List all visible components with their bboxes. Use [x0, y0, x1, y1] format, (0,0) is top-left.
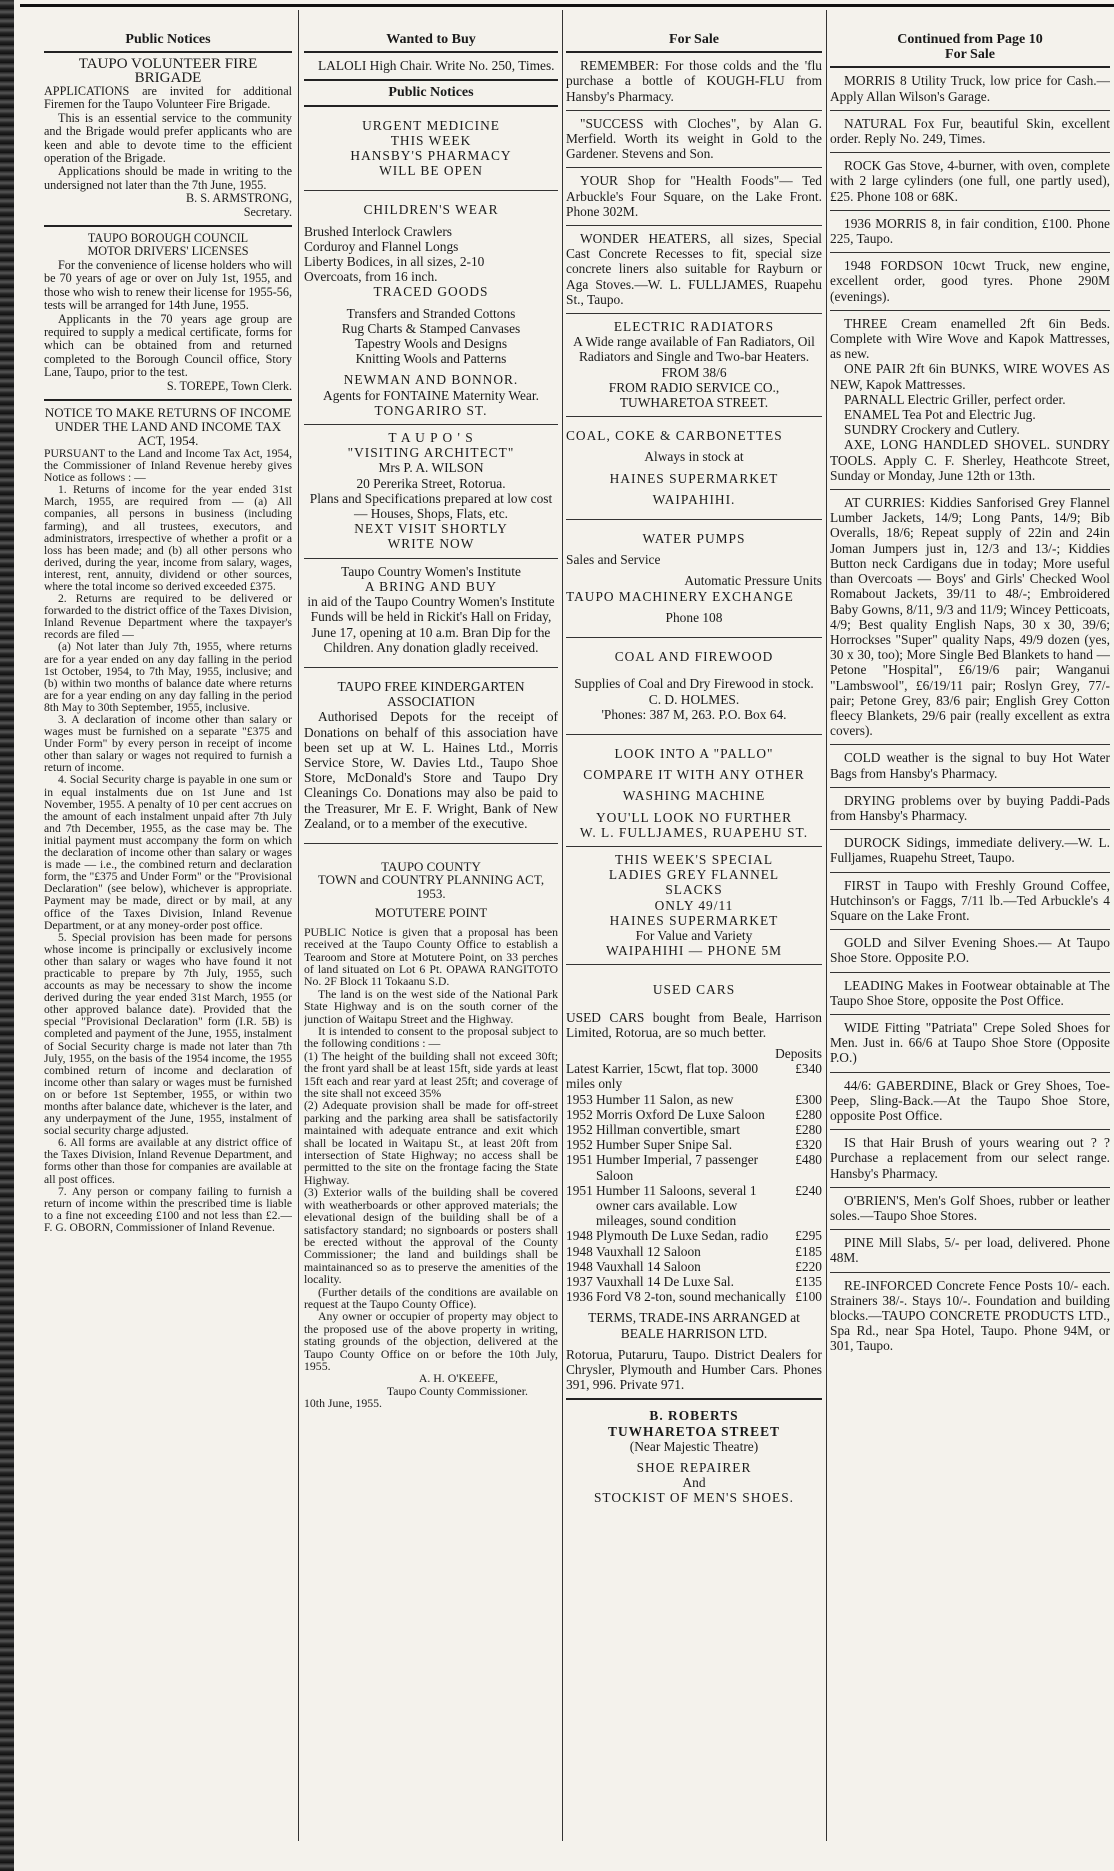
car-price: £185 [795, 1243, 822, 1259]
ad-line: SLACKS [665, 882, 723, 898]
column-heading: Public Notices [44, 12, 292, 53]
ad-text: 1936 MORRIS 8, in fair condition, £100. Phone 225, Taupo. [830, 215, 1110, 247]
ad-line: (Near Majestic Theatre) [629, 1438, 759, 1454]
ad-line: Phone 108 [665, 609, 723, 625]
ad-line: TUWHARETOA STREET. [619, 395, 769, 411]
car-listing [566, 1244, 822, 1259]
ad-line: LADIES GREY FLANNEL [608, 867, 780, 883]
notice-title: TAUPO VOLUNTEER FIRE BRIGADE [78, 56, 258, 86]
ad-line: Knitting Wools and Patterns [355, 351, 507, 367]
car-listing [566, 1122, 822, 1137]
ad-text: WONDER HEATERS, all sizes, Special Cast Concrete Recesses to fit, special size concrete liners also suitable for Rayburn or Aga Stoves.—W. L. FULLJAMES, Ruapehu St., Taupo. [566, 231, 822, 307]
ad-line: TERMS, TRADE-INS ARRANGED at BEALE HARRISON LTD. [588, 1310, 800, 1341]
notice-paragraph: 2. Returns are required to be delivered or forwarded to the district office of the Taxes Division, Inland Revenue Department where the taxpayer's records are filed — [44, 592, 292, 642]
ad-line: FROM 38/6 [661, 364, 727, 380]
notice-paragraph: 5. Special provision has been made for persons whose income is principally or exclusively income other than salary or wages who have found it not practicable to prepare by 7th July, 1955, such accounts as may be necessary to show the income derived during the year ended 31st March, 1955 (or other approved balance date). Provided that the special "Provisional Declaration" form (I.R. 5B) is completed and payment of the June, 1955, instalment of Social Security charge is made not later than 7th July, 1955, on the basis of the 1954 income, the 1955 combined return of income and declaration of income other than salary or wages must be furnished on or before 1st September, 1955, or within two months after balance date, whichever is the later, and any underpayment of the June, 1955, instalment of social security charge adjusted. [44, 930, 292, 1138]
ad-line: Supplies of Coal and Dry Firewood in stock. [574, 676, 814, 692]
ad-text: 44/6: GABERDINE, Black or Grey Shoes, Toe-Peep, Sling-Back.—At the Taupo Shoe Store, opposite Post Office. [830, 1077, 1110, 1123]
ad-text: PINE Mill Slabs, 5/- per load, delivered. Phone 48M. [830, 1235, 1110, 1266]
car-name: Plymouth De Luxe Sedan, radio [596, 1228, 769, 1244]
car-year: 1936 [566, 1289, 593, 1305]
column-for-sale-continued [830, 12, 1110, 1867]
ad-text: "SUCCESS with Cloches", by Alan G. Merfield. Worth its weight in Gold to the Gardener. Stevens and Son. [566, 115, 822, 162]
ad-text: AT CURRIES: Kiddies Sanforised Grey Flannel Lumber Jackets, 14/9; Long Pants, 14/9; Bib Overalls, 18/6; Repeat supply of 22in and 24in Joman Jumpers just in, 12/3 and 13/-; Kiddies Button neck Cardigans due in today; More useful than Overcoats — Boys' and Girls' Checked Wool Romabout Jackets, 39/11 to 48/-; Embroidered Baby Gowns, 8/11, 9/3 and 11/9; Wincey Petticoats, 4/9; Best quality English Naps, 30 x 30, 39/6; Horrockses "Super" quality Naps, 49/9 dozen (yes, 30 x 30, too); More Single Bed Blankets to hand — Petone "Hospital", £6/19/6 pair; Wanganui "Lambswool", £6/19/11 pair; Roslyn Grey, 77/- pair; Petone Grey, 83/6 pair; English Grey Cotton fleecy Blankets, 29/6 pair (really excellent as extra covers). [830, 495, 1110, 739]
car-price: £280 [795, 1106, 822, 1122]
notice-date: 10th June, 1955. [304, 1396, 382, 1411]
car-price: £100 [795, 1289, 822, 1305]
ad-line: Plans and Specifications prepared at low cost — Houses, Shops, Flats, etc. [309, 490, 553, 522]
classified-ad [830, 973, 1110, 1015]
classified-ad [830, 830, 1110, 872]
car-name: Vauxhall 12 Saloon [596, 1243, 701, 1259]
notice-line: THIS WEEK [390, 132, 472, 148]
ad-text: ONE PAIR 2ft 6in BUNKS, WIRE WOVES AS NEW, Kapok Mattresses. [830, 361, 1110, 392]
car-price: £340 [795, 1061, 822, 1077]
ad-line: Tapestry Wools and Designs [354, 336, 508, 352]
car-year: 1951 [566, 1152, 593, 1168]
car-price: £295 [795, 1228, 822, 1244]
classified-ad [566, 226, 822, 314]
notice-paragraph: Applicants in the 70 years age group are required to supply a medical certificate, forms for which can be obtained from and returned completed to the Borough Council office, Story Lane, Taupo, prior to the test. [44, 311, 292, 380]
ad-line: WAIPAHIHI. [652, 491, 736, 507]
ad-line: Brushed Interlock Crawlers [304, 223, 452, 239]
classified-ad [566, 111, 822, 169]
ad-line: W. L. FULLJAMES, RUAPEHU ST. [579, 824, 809, 840]
car-year: 1953 [566, 1091, 593, 1107]
ad-title: A BRING AND BUY [364, 578, 498, 594]
ad-line: Liberty Bodices, in all sizes, 2-10 [304, 254, 485, 270]
notice-paragraph: The land is on the west side of the National Park State Highway and is on the south corner of the junction of Waitapu Street and the Highway. [304, 986, 558, 1026]
ad-text: DUROCK Sidings, immediate delivery.—W. L. Fulljames, Ruapehu Street, Taupo. [830, 835, 1110, 866]
ad-line: And [682, 1475, 706, 1491]
notice-paragraph: Applications should be made in writing to the undersigned not later than the 7th June, 1955. [44, 164, 292, 192]
notice-paragraph: Authorised Depots for the receipt of Donations on behalf of this association have been set up at W. L. Haines Ltd., Morris Service Store, W. Davies Ltd., Taupo Shoe Store, McDonald's Store and Taupo Dry Cleanings Co. Donations may also be paid to the Treasurer, Mr E. F. Wright, Bank of New Zealand, or to a member of the executive. [304, 709, 558, 831]
car-price: £220 [795, 1258, 822, 1274]
notice-title: TAUPO BOROUGH COUNCIL [87, 231, 249, 246]
notice-title: TOWN and COUNTRY PLANNING ACT, 1953. [317, 872, 545, 902]
notice-paragraph: 4. Social Security charge is payable in one sum or in equal instalments due on 1st June and 1st November, 1955. A penalty of 10 per cent accrues on the amount of each instalment unpaid after 7th July and 7th December, 1955, as the case may be. The initial payment must accompany the form on which the declaration of income other than salary or wages is made — i.e., the combined return and declaration form, the "£375 and Under Form" or the "Provisional Declaration" (see below), whichever is appropriate. Payment may be made, direct or by mail, at any office of the Taxes Division, Inland Revenue Department, or at any money-order post office. [44, 773, 292, 932]
ad-title: WATER PUMPS [642, 531, 746, 547]
ad-line: C. D. HOLMES. [648, 691, 740, 707]
ad-text: 1948 FORDSON 10cwt Truck, new engine, excellent order, good tyres. Phone 290M (evenings). [830, 258, 1110, 304]
signature: A. H. O'KEEFE, [418, 1371, 498, 1386]
car-price: £320 [795, 1137, 822, 1153]
classified-ad [566, 168, 822, 226]
column-wanted-notices [304, 12, 558, 1867]
firm-name: NEWMAN AND BONNOR. [343, 372, 519, 388]
classified-ad [830, 1273, 1110, 1360]
coal-ad [566, 417, 822, 520]
ad-text: COLD weather is the signal to buy Hot Water Bags from Hansby's Pharmacy. [830, 750, 1110, 781]
notice-paragraph: (a) Not later than July 7th, 1955, where returns are for a year ended on any day falling in the period 1st October, 1954, to 7th May, 1955, inclusive; and (b) within two months of balance date where returns are for a year ending on any day falling in the period 8th May to 30th September, 1955, inclusive. [44, 640, 292, 714]
car-list [566, 1061, 822, 1304]
classified-ad [830, 153, 1110, 211]
ad-line: T A U P O ' S [388, 430, 474, 446]
signature: S. TOREPE, Town Clerk. [166, 378, 292, 393]
ad-text: ENAMEL Tea Pot and Electric Jug. [844, 407, 1036, 423]
car-listing [566, 1107, 822, 1122]
classified-ad [830, 930, 1110, 972]
ad-text: in aid of the Taupo Country Women's Institute Funds will be held in Rickit's Hall on Friday, June 17, opening at 10 a.m. Bran Dip for the Children. Any donation gladly received. [307, 594, 555, 655]
car-listing [566, 1061, 822, 1091]
ad-line: 20 Pererika Street, Rotorua. [356, 475, 506, 491]
notice-title: TAUPO COUNTY [381, 858, 481, 874]
household-sale-ad [830, 311, 1110, 490]
radiators-ad [566, 314, 822, 417]
notice-paragraph: For the convenience of license holders who will be 70 years of age or over on July 1st, 1955, and those who wish to renew their license for 1955-56, tests will be arranged for 14th June, 1955. [44, 257, 292, 313]
signature-title: Secretary. [243, 204, 292, 219]
notice-paragraph: (Further details of the conditions are available on request at the Taupo County Office). [304, 1284, 558, 1311]
classified-ad [830, 1230, 1110, 1272]
used-cars-ad [566, 965, 822, 1400]
weekly-special-ad [566, 847, 822, 965]
classified-ad [830, 1073, 1110, 1131]
ad-line: SHOE REPAIRER [636, 1460, 752, 1476]
column-public-notices [44, 12, 292, 1867]
classified-ad [830, 745, 1110, 787]
car-year: 1948 [566, 1228, 593, 1244]
ad-line: ONLY 49/11 [654, 897, 734, 913]
car-name: Latest Karrier, 15cwt, flat top. 3000 miles only [566, 1061, 759, 1092]
notice-paragraph: 7. Any person or company failing to furnish a return of income within the prescribed time is liable to a fine not exceeding £100 and not less than £2.—F. G. OBORN, Commissioner of Inland Revenue. [44, 1184, 292, 1234]
deposits-label: Deposits [775, 1045, 822, 1061]
architect-ad [304, 425, 558, 559]
classified-ad [830, 211, 1110, 253]
womens-institute-notice [304, 559, 558, 668]
column-for-sale [566, 12, 822, 1867]
ad-text: LALOLI High Chair. Write No. 250, Times. [318, 58, 555, 74]
column-rule [298, 10, 299, 1841]
ad-line: Transfers and Stranded Cottons [346, 305, 516, 321]
fire-brigade-notice [44, 53, 292, 227]
ad-line: Sales and Service [566, 552, 661, 568]
car-name: Humber Super Snipe Sal. [596, 1137, 733, 1153]
ad-text: PARNALL Electric Griller, perfect order. [844, 391, 1066, 407]
ad-line: Corduroy and Flannel Longs [304, 238, 459, 254]
column-heading: Wanted to Buy [304, 12, 558, 53]
address: TONGARIRO ST. [374, 402, 488, 418]
car-listing [566, 1228, 822, 1243]
curries-ad [830, 490, 1110, 745]
car-price: £280 [795, 1121, 822, 1137]
car-name: Vauxhall 14 Saloon [596, 1258, 701, 1274]
condition-item: (2) Adequate provision shall be made for off-street parking and the parking area shall be satisfactorily maintained with adequate entrance and exit which shall be located in Waitapu St., at least 20ft from intersection of State Highway; no access shall be permitted to the site on the frontage facing the State Highway. [304, 1098, 558, 1187]
ad-text: USED CARS bought from Beale, Harrison Limited, Rotorua, are so much better. [566, 1009, 822, 1040]
car-price: £240 [795, 1182, 822, 1198]
notice-paragraph: 1. Returns of income for the year ended 31st March, 1955, are required from — (a) All companies, all persons in business (including farming), and all trustees, executors, and administrators, irrespective of whether a profit or a loss has been made; and (b) all other persons who derived, during the year, income from salary, wages, interest, rent, annuity, dividend or other sources, where the total income so derived exceeded £375. [44, 483, 292, 593]
firewood-ad [566, 638, 822, 735]
ad-text: WIDE Fitting "Patriata" Crepe Soled Shoes for Men. Just in. 66/6 at Taupo Shoe Store (Opposite P.O.) [830, 1019, 1110, 1066]
tax-returns-notice [44, 401, 292, 1240]
ad-line: WRITE NOW [387, 536, 475, 552]
notice-line: HANSBY'S PHARMACY [350, 148, 512, 164]
classified-ad [830, 253, 1110, 311]
ad-text: LEADING Makes in Footwear obtainable at The Taupo Shoe Store, opposite the Post Office. [830, 977, 1110, 1008]
ad-text: IS that Hair Brush of yours wearing out ? ? Purchase a replacement from our select range. Hansby's Pharmacy. [830, 1135, 1110, 1181]
classified-ad [304, 53, 558, 81]
ad-title: B. ROBERTS [649, 1408, 739, 1424]
notice-paragraph: This is an essential service to the community and the Brigade would prefer applicants who are keen and able to devote time to the efficient operation of the Brigade. [44, 110, 292, 166]
ad-text: DRYING problems over by buying Paddi-Pads from Hansby's Pharmacy. [830, 792, 1110, 823]
childrens-wear-ad [304, 191, 558, 425]
ad-line: Overcoats, from 16 inch. [304, 269, 438, 285]
ad-line: A Wide range available of Fan Radiators, Oil Radiators and Single and Two-bar Heaters. [573, 334, 815, 365]
ad-line: THIS WEEK'S SPECIAL [614, 851, 774, 867]
ad-text: O'BRIEN'S, Men's Golf Shoes, rubber or leather soles.—Taupo Shoe Stores. [830, 1192, 1110, 1223]
car-name: Morris Oxford De Luxe Saloon [596, 1106, 765, 1122]
notice-paragraph: It is intended to consent to the proposal subject to the following conditions : — [304, 1024, 558, 1051]
ad-line: HAINES SUPERMARKET [609, 912, 779, 928]
notice-paragraph: Any owner or occupier of property may object to the proposed use of the above property in writing, stating grounds of the objection, delivered at the Taupo County Office on or before the 10th July, 1955. [304, 1309, 558, 1373]
ad-line: WASHING MACHINE [622, 788, 766, 804]
car-price: £480 [795, 1152, 822, 1168]
car-price: £135 [795, 1274, 822, 1289]
pharmacy-notice [304, 107, 558, 192]
ad-text: GOLD and Silver Evening Shoes.— At Taupo Shoe Store. Opposite P.O. [830, 935, 1110, 966]
classified-ad [830, 1130, 1110, 1188]
ad-line: HAINES SUPERMARKET [609, 470, 779, 486]
car-name: Hillman convertible, smart [596, 1121, 740, 1137]
car-name: Humber Imperial, 7 passenger Saloon [596, 1152, 759, 1183]
ad-line: COMPARE IT WITH ANY OTHER [583, 767, 805, 783]
column-heading: For Sale [566, 12, 822, 53]
notice-subtitle: MOTUTERE POINT [374, 905, 488, 921]
car-year: 1952 [566, 1106, 593, 1122]
ad-line: "VISITING ARCHITECT" [347, 445, 515, 461]
notice-paragraph: APPLICATIONS are invited for additional Firemen for the Taupo Volunteer Fire Brigade. [44, 84, 292, 112]
ad-line: NEXT VISIT SHORTLY [354, 521, 508, 537]
ad-text: YOUR Shop for "Health Foods"— Ted Arbuckle's Four Square, on the Lake Front. Phone 302M. [566, 173, 822, 219]
car-year: 1952 [566, 1137, 593, 1153]
binding-edge [0, 0, 14, 1871]
car-year: 1948 [566, 1243, 593, 1259]
car-listing [566, 1092, 822, 1107]
ad-text: AXE, LONG HANDLED SHOVEL. SUNDRY TOOLS. Apply C. F. Sherley, Heathcote Street, Sunday or Monday, June 12th or 13th. [830, 437, 1110, 483]
classified-ad [830, 873, 1110, 931]
ad-title: COAL, COKE & CARBONETTES [566, 428, 783, 444]
ad-line: TAUPO MACHINERY EXCHANGE [566, 588, 794, 604]
top-rule [20, 4, 1114, 7]
ad-text: ROCK Gas Stove, 4-burner, with oven, complete with 2 large cylinders (one full, one partly used), £25. Phone 108 or 68K. [830, 158, 1110, 204]
car-listing [566, 1274, 822, 1289]
classified-ad [830, 1188, 1110, 1230]
notice-line: URGENT MEDICINE [362, 117, 500, 133]
ad-line: TUWHARETOA STREET [608, 1423, 780, 1439]
car-name: Vauxhall 14 De Luxe Sal. [596, 1274, 734, 1289]
car-year: 1937 [566, 1274, 593, 1289]
ad-line: Rug Charts & Stamped Canvases [341, 320, 521, 336]
car-listing [566, 1259, 822, 1274]
notice-paragraph: PUBLIC Notice is given that a proposal has been received at the Taupo County Office to establish a Tearoom and Store at Motutere Point, on 33 perches of land situated on Lot 6 Pt. OPAWA RANGITOTO No. 2F Block 11 Tokaanu S.D. [304, 924, 558, 989]
ad-title: COAL AND FIREWOOD [614, 649, 774, 665]
section-heading: Public Notices [304, 81, 558, 106]
car-listing [566, 1152, 822, 1182]
car-name: Humber 11 Saloons, several 1 owner cars available. Low mileages, sound condition [596, 1182, 757, 1229]
notice-paragraph: 6. All forms are available at any district office of the Taxes Division, Inland Revenue Department, and forms other than those for companies are available at all post offices. [44, 1136, 292, 1186]
car-listing [566, 1137, 822, 1152]
notice-title: TAUPO FREE KINDERGARTEN ASSOCIATION [337, 678, 525, 710]
ad-subtitle: TRACED GOODS [373, 284, 489, 300]
car-listing [566, 1183, 822, 1229]
ad-line: Agents for FONTAINE Maternity Wear. [323, 387, 539, 403]
signature: B. S. ARMSTRONG, [186, 191, 292, 206]
ad-title: ELECTRIC RADIATORS [613, 319, 775, 335]
ad-line: YOU'LL LOOK NO FURTHER [595, 809, 793, 825]
ad-text: Rotorua, Putaruru, Taupo. District Dealers for Chrysler, Plymouth and Humber Cars. Phones 391, 996. Private 971. [566, 1346, 822, 1393]
ad-text: FIRST in Taupo with Freshly Ground Coffee, Hutchinson's or Faggs, 7/11 lb.—Ted Arbuckle's 4 Square on the Lake Front. [830, 877, 1110, 923]
ad-line: Taupo Country Women's Institute [341, 563, 521, 579]
notice-paragraph: 3. A declaration of income other than salary or wages must be furnished on a separate "£375 and Under Form" by every person in receipt of income other than salary or wages not required to furnish a return of income. [44, 713, 292, 775]
planning-notice [304, 844, 558, 1416]
column-rule [562, 10, 563, 1841]
classified-ad [830, 1015, 1110, 1073]
column-heading: Continued from Page 10 [897, 32, 1043, 47]
condition-item: (3) Exterior walls of the building shall be covered with weatherboards or other approved materials; the elevational design of the building shall be of a satisfactory standard; no signboards or posters shall be erected without the approval of the County Commissioner; the land and buildings shall be maintainanced so as to preserve the amenities of the locality. [304, 1185, 558, 1287]
classified-ad [830, 788, 1110, 830]
classified-ad [566, 53, 822, 111]
ad-text: RE-INFORCED Concrete Fence Posts 10/- each. Strainers 38/-. Stays 10/-. Foundation and building blocks.—TAUPO CONCRETE PRODUCTS LTD., Spa Rd., near Spa Hotel, Taupo. Phone 94M, or 301, Taupo. [830, 1277, 1110, 1354]
ad-line: LOOK INTO A "PALLO" [614, 745, 774, 761]
car-price: £300 [795, 1091, 822, 1107]
classified-ad [830, 111, 1110, 153]
ad-text: MORRIS 8 Utility Truck, low price for Cash.—Apply Allan Wilson's Garage. [830, 73, 1110, 104]
council-license-notice [44, 227, 292, 401]
ad-title: USED CARS [652, 982, 736, 998]
condition-item: (1) The height of the building shall not exceed 30ft; the front yard shall be at least 15ft, side yards at least 15ft each and rear yard at least 25ft; and coverage of the site shall not exceed 35% [304, 1048, 558, 1101]
ad-line: 'Phones: 387 M, 263. P.O. Box 64. [601, 706, 787, 722]
notice-line: WILL BE OPEN [379, 163, 483, 179]
car-year: 1951 [566, 1182, 593, 1198]
notice-subtitle: MOTOR DRIVERS' LICENSES [87, 244, 249, 259]
car-year: 1948 [566, 1258, 593, 1274]
ad-title: CHILDREN'S WEAR [363, 202, 499, 218]
ad-text: NATURAL Fox Fur, beautiful Skin, excellent order. Reply No. 249, Times. [830, 115, 1110, 147]
ad-line: Mrs P. A. WILSON [378, 460, 484, 476]
pallo-ad [566, 735, 822, 847]
notice-title: NOTICE TO MAKE RETURNS OF INCOME UNDER THE LAND AND INCOME TAX ACT, 1954. [44, 404, 292, 448]
notice-paragraph: PURSUANT to the Land and Income Tax Act, 1954, the Commissioner of Inland Revenue hereby gives Notice as follows : — [44, 446, 292, 485]
ad-line: STOCKIST OF MEN'S SHOES. [593, 1490, 795, 1506]
water-pumps-ad [566, 520, 822, 638]
car-year: 1952 [566, 1121, 593, 1137]
classified-ad [830, 68, 1110, 110]
ad-line: WAIPAHIHI — PHONE 5M [605, 943, 783, 959]
column-heading: For Sale [830, 47, 1110, 68]
ad-line: Always in stock at [644, 449, 744, 465]
signature-title: Taupo County Commissioner. [386, 1383, 528, 1398]
ad-text: THREE Cream enamelled 2ft 6in Beds. Complete with Wire Wove and Kapok Mattresses, as new. [830, 315, 1110, 362]
shoe-repairer-ad [566, 1400, 822, 1505]
car-listing [566, 1289, 822, 1304]
ad-line: FROM RADIO SERVICE CO., [608, 379, 780, 395]
ad-text: REMEMBER: For those colds and the 'flu purchase a bottle of KOUGH-FLU from Hansby's Pharmacy. [566, 58, 822, 104]
column-rule [826, 10, 827, 1841]
car-name: Ford V8 2-ton, sound mechanically [596, 1289, 786, 1305]
ad-line: For Value and Variety [635, 927, 753, 943]
car-name: Humber 11 Salon, as new [596, 1091, 734, 1107]
ad-line: Automatic Pressure Units [684, 573, 822, 589]
ad-text: SUNDRY Crockery and Cutlery. [844, 422, 1020, 438]
kindergarten-notice [304, 668, 558, 844]
